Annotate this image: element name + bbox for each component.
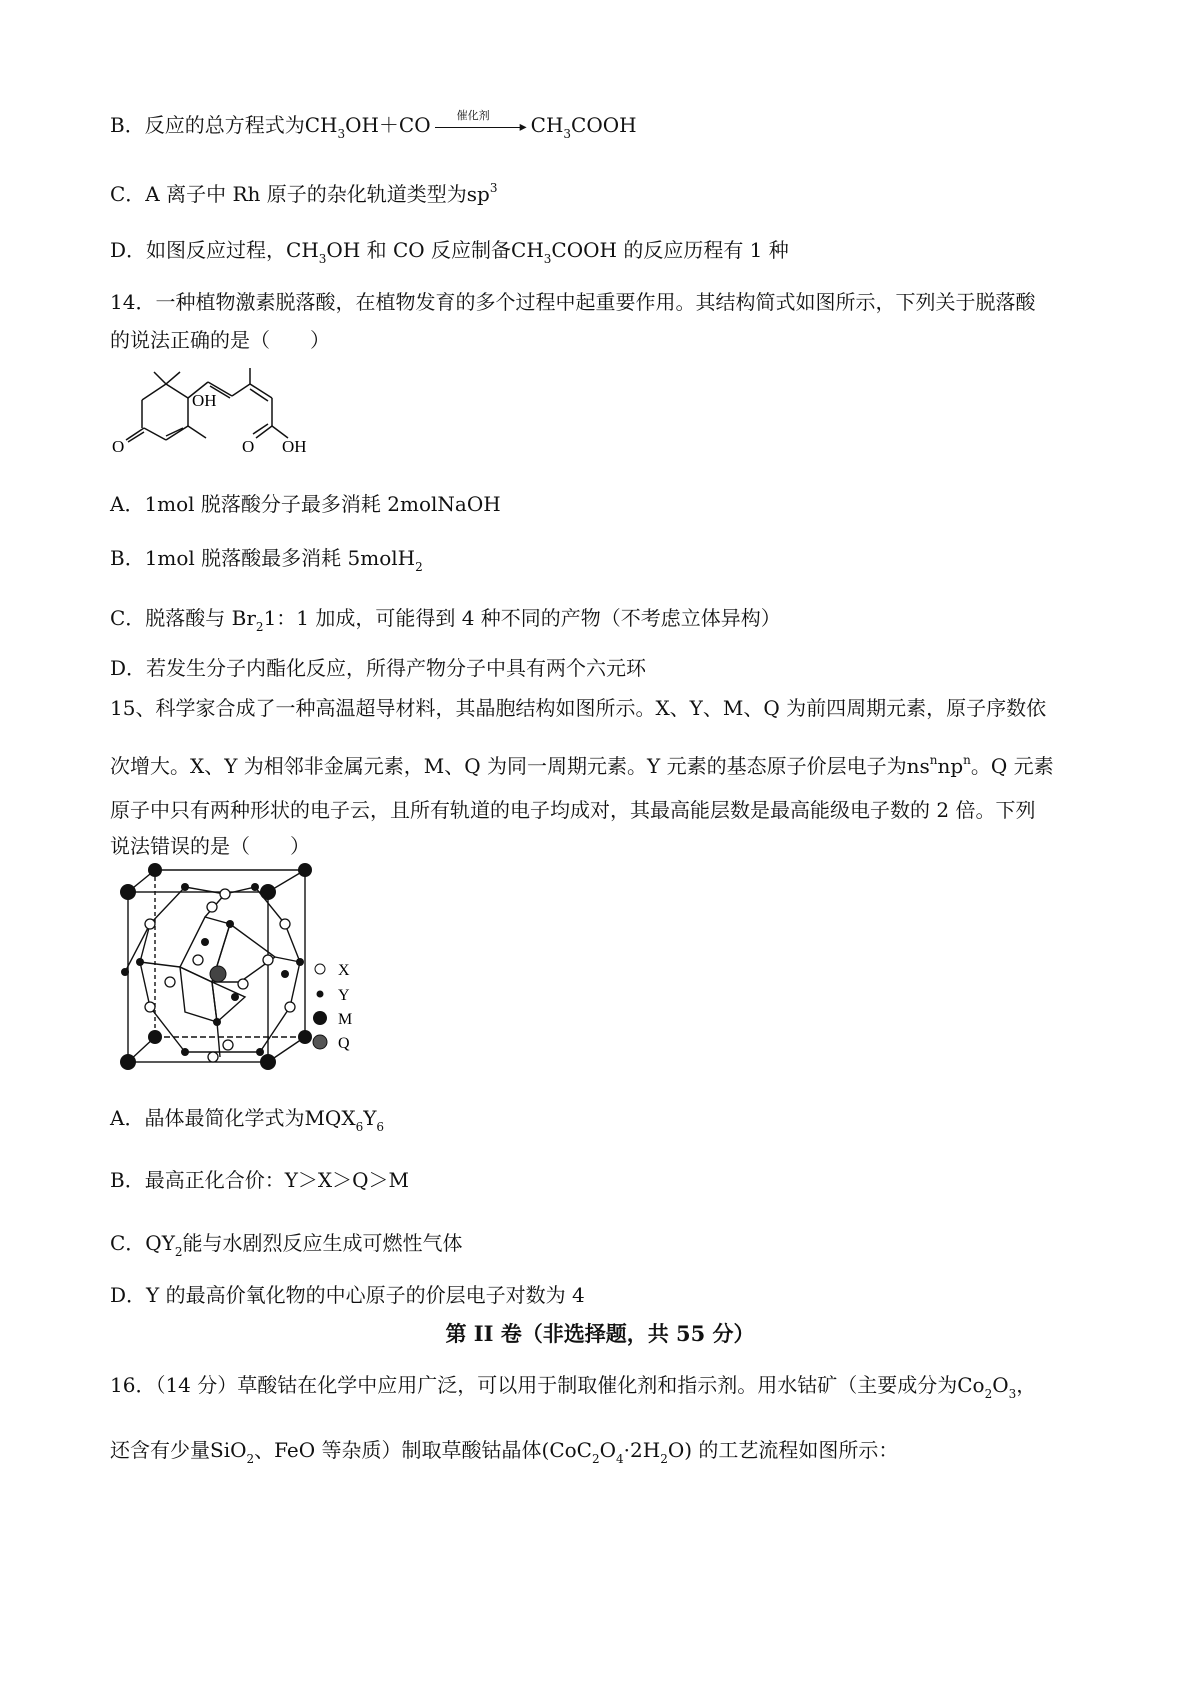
q15-stem-line3	[110, 797, 1035, 823]
q14-stem-line1	[110, 289, 1035, 315]
legend-m: M	[338, 1011, 353, 1028]
text-segment: D．若发生分子内酯化反应，所得产物分子中具有两个六元环	[110, 656, 647, 680]
subscript: 2	[660, 1452, 668, 1466]
supscript: n	[963, 753, 971, 767]
molecule-acid-o-label: O	[242, 437, 255, 456]
text-segment: 原子中只有两种形状的电子云，且所有轨道的电子均成对，其最高能层数是最高能级电子数的 2 倍。下列	[110, 798, 1036, 822]
subscript: 6	[376, 1120, 385, 1134]
text-segment: 的说法正确的是（ ）	[110, 328, 330, 352]
subscript: 2	[246, 1452, 255, 1466]
text-segment: B．最高正化合价：Y＞X＞Q＞M	[110, 1168, 410, 1192]
subscript: 2	[174, 1245, 183, 1259]
text-segment: ·2H	[623, 1438, 661, 1462]
text-segment: 次增大。X、Y 为相邻非金属元素，M、Q 为同一周期元素。Y 元素的基态原子价层电子为ns	[110, 754, 930, 778]
q14-option-c	[110, 605, 781, 640]
q14-option-b	[110, 545, 423, 580]
q14-option-a	[110, 491, 501, 517]
text-segment: COOH 的反应历程有 1 种	[551, 238, 789, 262]
q16-line1	[110, 1372, 1036, 1407]
q15-option-b	[110, 1167, 409, 1193]
text-segment: C．QY	[110, 1231, 175, 1255]
q15-stem-line1	[110, 695, 1046, 721]
text-segment: 。Q 元素	[970, 754, 1054, 778]
crystal-legend	[313, 962, 352, 1052]
text-segment: C．脱落酸与 Br	[110, 606, 256, 630]
text-segment: B．反应的总方程式为CH	[110, 113, 338, 137]
q15-stem-line4	[110, 833, 310, 859]
text-segment: A．1mol 脱落酸分子最多消耗 2molNaOH	[110, 492, 501, 516]
text-segment: OH 和 CO 反应制备CH	[326, 238, 544, 262]
text-segment: B．1mol 脱落酸最多消耗 5molH	[110, 546, 416, 570]
subscript: 2	[984, 1387, 993, 1401]
abscisic-acid-structure	[110, 368, 330, 473]
legend-y: Y	[338, 987, 350, 1004]
molecule-ketone-o-label: O	[112, 437, 125, 456]
subscript: 3	[318, 252, 327, 266]
text-segment: 15、科学家合成了一种高温超导材料，其晶胞结构如图所示。X、Y、M、Q 为前四周期元素，原子序数依	[110, 696, 1047, 720]
legend-x: X	[338, 962, 350, 979]
subscript: 3	[563, 127, 572, 141]
q14-stem-line2	[110, 327, 330, 353]
q14-option-d	[110, 655, 646, 681]
text-segment: ，	[1016, 1373, 1037, 1397]
text-segment: CH	[530, 113, 564, 137]
subscript: 4	[616, 1452, 624, 1466]
subscript: 2	[415, 560, 423, 574]
supscript: n	[929, 753, 938, 767]
text-segment: D．Y 的最高价氧化物的中心原子的价层电子对数为 4	[110, 1283, 585, 1307]
text-segment: 、FeO 等杂质）制取草酸钴晶体(CoC	[254, 1438, 592, 1462]
text-segment: np	[937, 754, 964, 778]
subscript: 2	[591, 1452, 600, 1466]
text-segment: 14．一种植物激素脱落酸，在植物发育的多个过程中起重要作用。其结构简式如图所示，下列关于脱落酸	[110, 290, 1036, 314]
section-heading: 第 II 卷（非选择题，共 55 分）	[445, 1321, 755, 1346]
text-segment: O) 的工艺流程如图所示：	[667, 1438, 899, 1462]
legend-q: Q	[338, 1035, 350, 1052]
text-segment: A．晶体最简化学式为MQX	[110, 1106, 356, 1130]
text-segment: D．如图反应过程，CH	[110, 238, 319, 262]
molecule-acid-oh-label: OH	[282, 437, 307, 456]
text-segment: COOH	[571, 113, 637, 137]
text-segment: Y	[363, 1106, 377, 1130]
q13-option-b	[110, 108, 637, 147]
reaction-arrow: 催化剂 ▸	[435, 117, 527, 137]
q15-option-c	[110, 1230, 463, 1265]
text-segment: O	[992, 1373, 1009, 1397]
text-segment: OH＋CO	[345, 113, 431, 137]
catalyst-label: 催化剂	[456, 108, 490, 122]
supscript: 3	[489, 181, 498, 195]
molecule-oh-label: OH	[192, 391, 217, 410]
q13-option-d	[110, 237, 789, 272]
text-segment: 能与水剧烈反应生成可燃性气体	[182, 1231, 463, 1255]
subscript: 3	[1008, 1387, 1017, 1401]
q13-option-c	[110, 175, 497, 207]
subscript: 3	[543, 252, 552, 266]
text-segment: O	[599, 1438, 617, 1462]
crystal-cell-diagram	[110, 862, 400, 1077]
subscript: 3	[337, 127, 346, 141]
q15-stem-line2	[110, 747, 1054, 779]
subscript: 2	[255, 620, 264, 634]
text-segment: 还含有少量SiO	[110, 1438, 247, 1462]
text-segment: C．A 离子中 Rh 原子的杂化轨道类型为sp	[110, 182, 490, 206]
q15-option-a	[110, 1105, 384, 1140]
text-segment: 1：1 加成，可能得到 4 种不同的产物（不考虑立体异构）	[263, 606, 781, 630]
q16-line2	[110, 1437, 898, 1472]
q15-option-d	[110, 1282, 585, 1308]
text-segment: 16．（14 分）草酸钴在化学中应用广泛，可以用于制取催化剂和指示剂。用水钴矿（主要成分为Co	[110, 1373, 985, 1397]
text-segment: 说法错误的是（ ）	[110, 834, 310, 858]
subscript: 6	[355, 1120, 364, 1134]
